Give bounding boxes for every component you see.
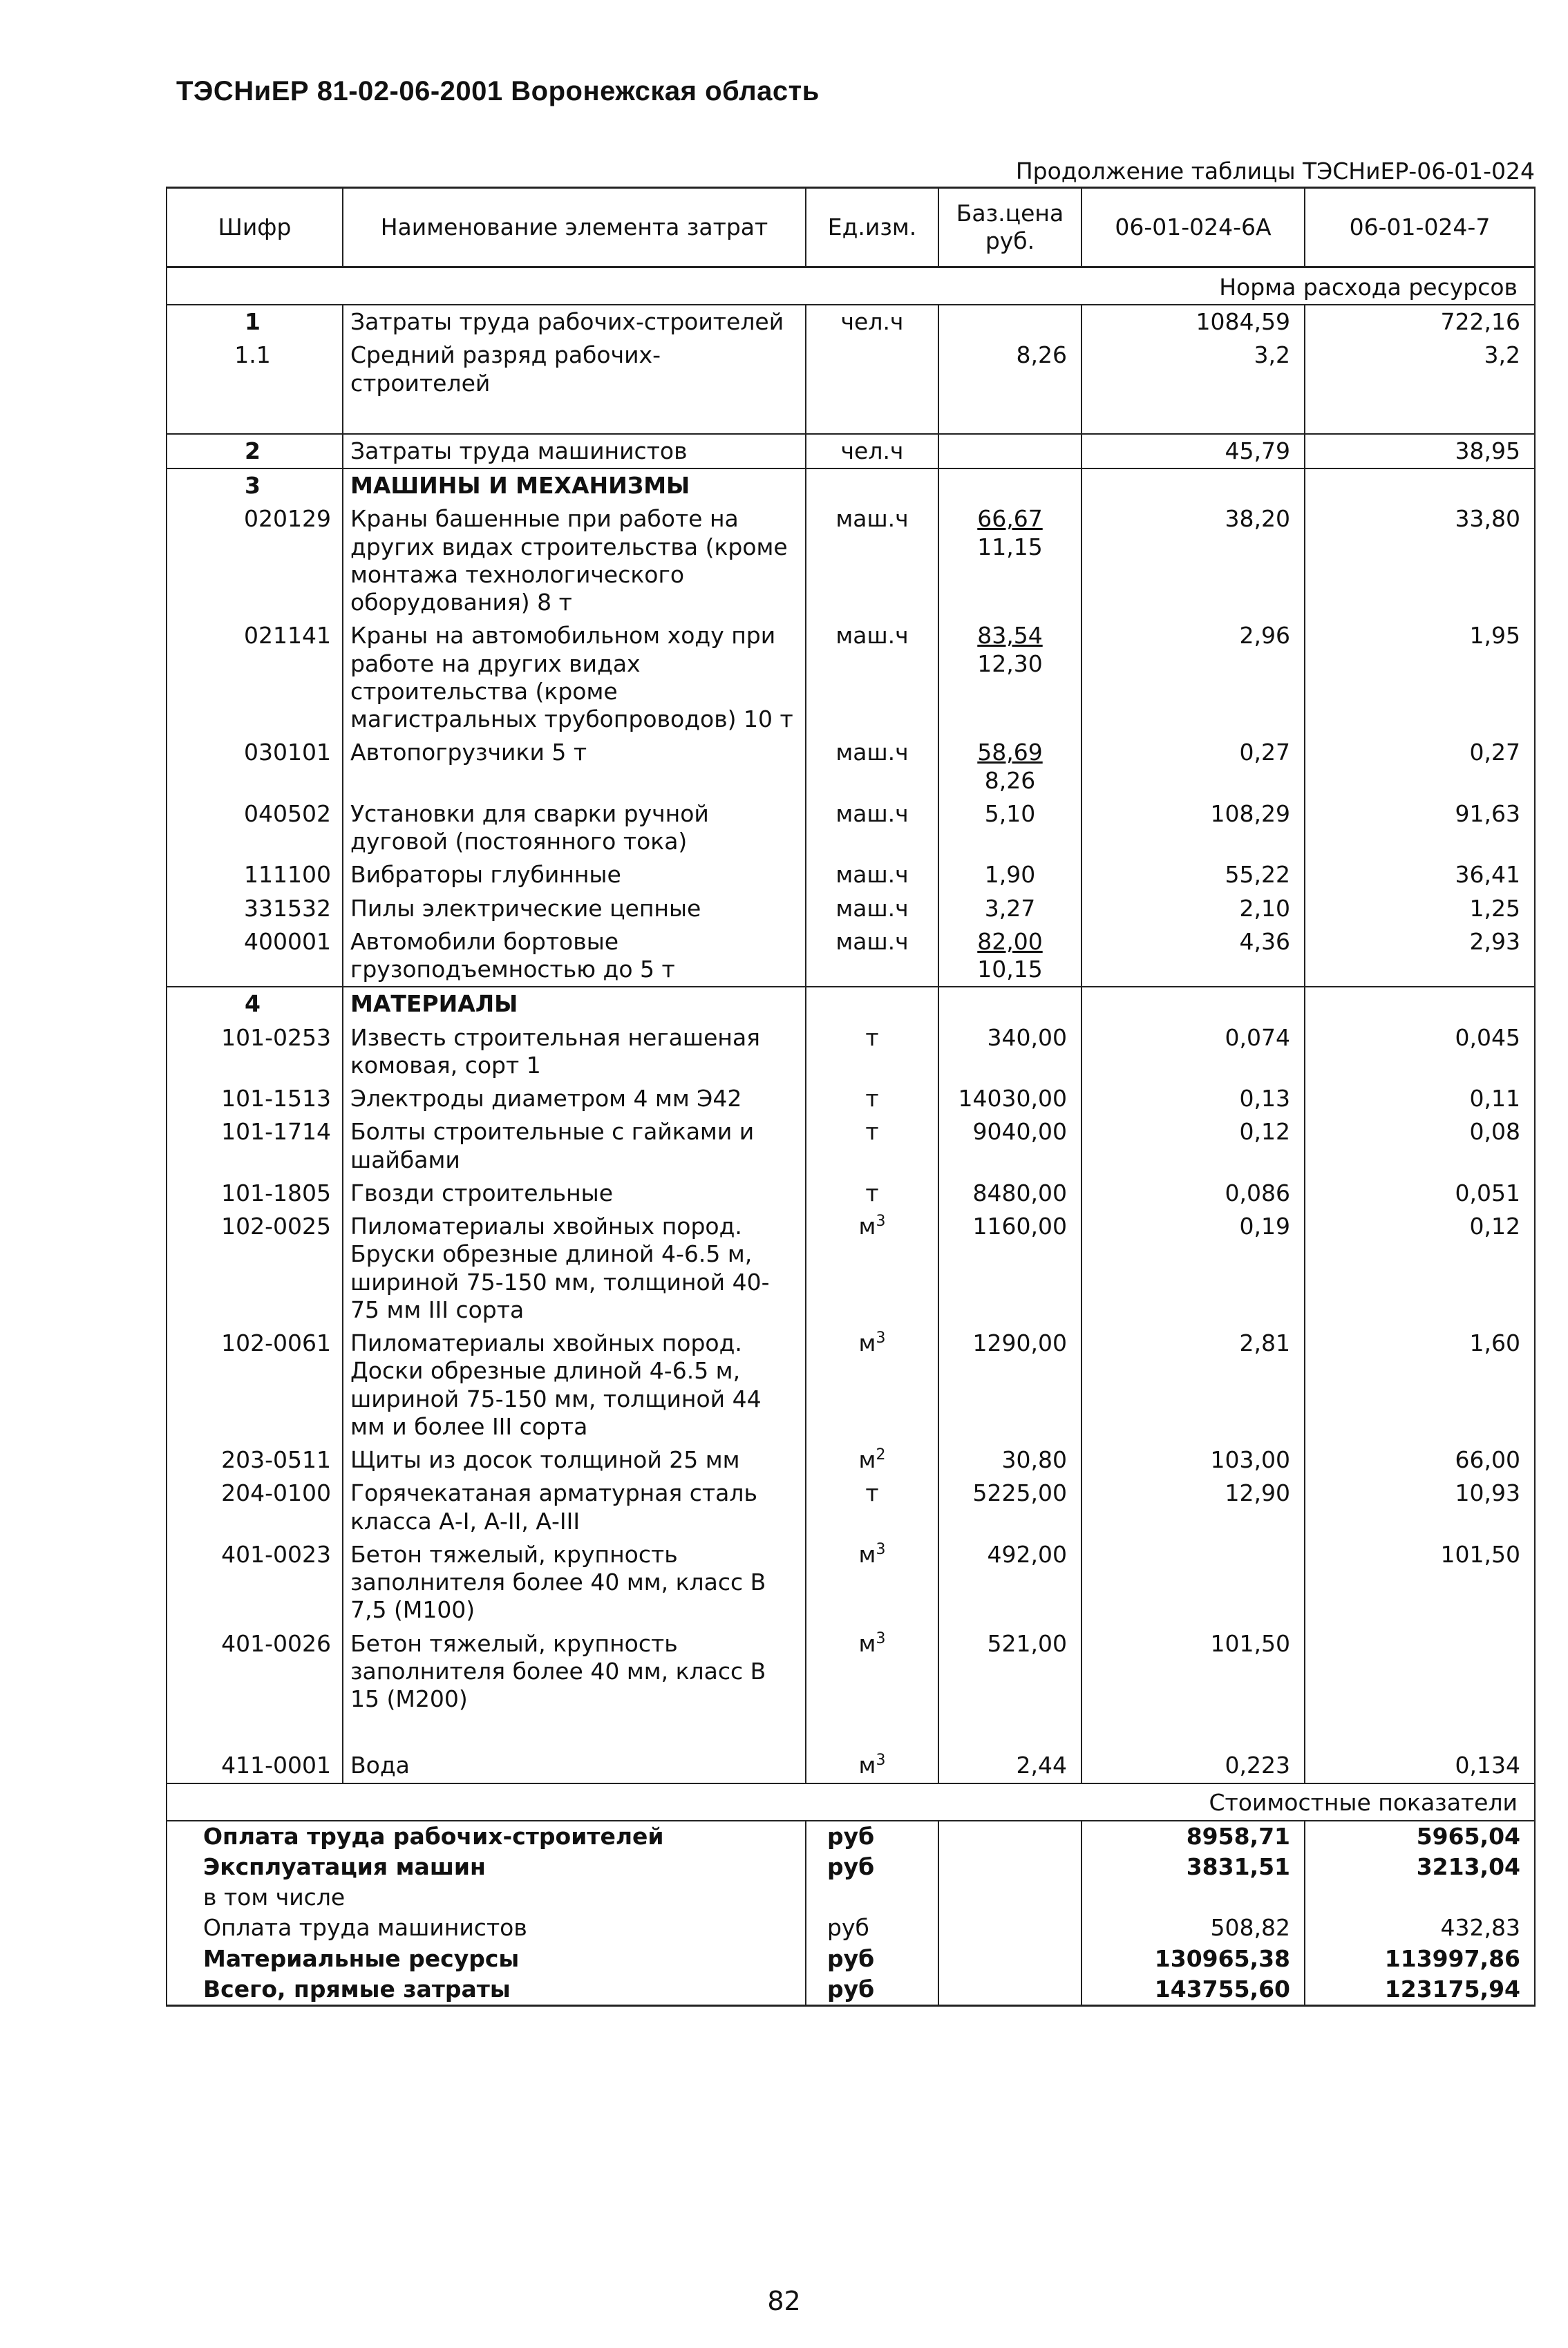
resource-code: 1	[167, 305, 343, 339]
material-row	[167, 1627, 1535, 1716]
resource-price: 8,26	[938, 339, 1081, 400]
resource-unit: маш.ч	[806, 502, 938, 619]
value-col-a: 2,96	[1081, 619, 1305, 736]
spacer-cell	[806, 1716, 938, 1749]
norm-section-row	[167, 267, 1535, 305]
cost-row	[167, 1821, 1535, 1852]
resource-unit	[806, 1177, 938, 1210]
cost-name: Материальные ресурсы	[167, 1944, 806, 1974]
labor-row	[167, 305, 1535, 339]
unit-exponent: 2	[876, 1446, 886, 1464]
value-col-b: 1,60	[1305, 1327, 1535, 1443]
material-row	[167, 1477, 1535, 1538]
unit-text: м	[858, 1540, 876, 1568]
resource-price	[938, 434, 1081, 468]
section-code: 4	[167, 987, 343, 1021]
value-col-b: 0,27	[1305, 736, 1535, 797]
resource-price: 1160,00	[938, 1210, 1081, 1327]
resource-unit	[806, 1115, 938, 1177]
material-row	[167, 1177, 1535, 1210]
cost-name: в том числе	[167, 1882, 806, 1913]
value-col-a: 0,223	[1081, 1749, 1305, 1783]
price-base: 83,54	[977, 622, 1043, 650]
value-col-a: 2,10	[1081, 892, 1305, 925]
resource-name: Известь строительная негашеная комовая, сорт 1	[343, 1021, 806, 1083]
resource-unit: маш.ч	[806, 619, 938, 736]
cost-row	[167, 1913, 1535, 1943]
resource-price	[938, 305, 1081, 339]
resource-unit: маш.ч	[806, 892, 938, 925]
spacer-cell	[1305, 400, 1535, 434]
value-col-a: 55,22	[1081, 858, 1305, 891]
resource-price	[938, 797, 1081, 859]
resource-code: 1.1	[167, 339, 343, 400]
value-col-a	[1081, 1538, 1305, 1627]
value-col-b: 0,134	[1305, 1749, 1535, 1783]
cost-row	[167, 1974, 1535, 2006]
resource-unit	[806, 339, 938, 400]
empty-cell	[938, 1913, 1081, 1943]
resource-code: 101-1714	[167, 1115, 343, 1177]
spacer-cell	[938, 400, 1081, 434]
table-continuation-caption: Продолжение таблицы ТЭСНиЕР-06-01-024	[1015, 158, 1535, 184]
resource-name: Затраты труда машинистов	[343, 434, 806, 468]
cost-row	[167, 1882, 1535, 1913]
value-col-a: 2,81	[1081, 1327, 1305, 1443]
resource-price: 30,80	[938, 1443, 1081, 1477]
resource-unit	[806, 1021, 938, 1083]
resource-unit: маш.ч	[806, 925, 938, 987]
cost-col-a: 143755,60	[1081, 1974, 1305, 2006]
value-col-a: 0,19	[1081, 1210, 1305, 1327]
resource-unit	[806, 1082, 938, 1115]
section-title: МАТЕРИАЛЫ	[343, 987, 806, 1021]
cost-col-b	[1305, 1882, 1535, 1913]
resource-code: 401-0023	[167, 1538, 343, 1627]
value-col-b: 66,00	[1305, 1443, 1535, 1477]
value-col-b: 3,2	[1305, 339, 1535, 400]
page-number: 82	[767, 2286, 801, 2316]
machine-row	[167, 736, 1535, 797]
cost-col-a: 3831,51	[1081, 1852, 1305, 1882]
value-col-b: 0,051	[1305, 1177, 1535, 1210]
resource-unit	[806, 1477, 938, 1538]
resource-name: Установки для сварки ручной дуговой (постоянного тока)	[343, 797, 806, 859]
empty-cell	[1305, 468, 1535, 502]
value-col-a: 101,50	[1081, 1627, 1305, 1716]
unit-exponent: 3	[876, 1213, 886, 1230]
empty-cell	[806, 987, 938, 1021]
cost-unit: руб	[806, 1821, 938, 1852]
value-col-b: 2,93	[1305, 925, 1535, 987]
machine-row	[167, 619, 1535, 736]
cost-name: Оплата труда рабочих-строителей	[167, 1821, 806, 1852]
value-col-a: 0,27	[1081, 736, 1305, 797]
empty-cell	[1305, 987, 1535, 1021]
price-operator-wage: 12,30	[977, 650, 1043, 677]
resource-name: Краны башенные при работе на других видах строительства (кроме монтажа технологического оборудования) 8 т	[343, 502, 806, 619]
material-row	[167, 1082, 1535, 1115]
resource-price: 340,00	[938, 1021, 1081, 1083]
material-row	[167, 1538, 1535, 1627]
resource-name: Электроды диаметром 4 мм Э42	[343, 1082, 806, 1115]
value-col-a: 0,13	[1081, 1082, 1305, 1115]
header-name: Наименование элемента затрат	[343, 188, 806, 267]
empty-cell	[938, 1852, 1081, 1882]
value-col-b	[1305, 1627, 1535, 1716]
header-col-a: 06-01-024-6А	[1081, 188, 1305, 267]
cost-col-a: 8958,71	[1081, 1821, 1305, 1852]
unit-text: м	[858, 1446, 876, 1473]
unit-exponent: 3	[876, 1540, 886, 1558]
resource-code: 102-0025	[167, 1210, 343, 1327]
unit-exponent: 3	[876, 1329, 886, 1347]
resource-unit	[806, 1627, 938, 1716]
price-base: 58,69	[977, 739, 1043, 766]
resource-name: Гвозди строительные	[343, 1177, 806, 1210]
resource-name: Щиты из досок толщиной 25 мм	[343, 1443, 806, 1477]
value-col-b: 36,41	[1305, 858, 1535, 891]
resource-norms-table	[166, 187, 1536, 2007]
unit-text: т	[865, 1085, 879, 1112]
resource-code: 021141	[167, 619, 343, 736]
spacer-row	[167, 400, 1535, 434]
cost-col-b: 123175,94	[1305, 1974, 1535, 2006]
spacer-cell	[343, 400, 806, 434]
cost-col-b: 5965,04	[1305, 1821, 1535, 1852]
empty-cell	[1081, 468, 1305, 502]
price-base: 1,90	[984, 861, 1036, 889]
spacer-row	[167, 1716, 1535, 1749]
resource-code: 101-0253	[167, 1021, 343, 1083]
price-operator-wage: 11,15	[977, 533, 1043, 560]
value-col-b: 0,11	[1305, 1082, 1535, 1115]
empty-cell	[806, 468, 938, 502]
resource-name: Пиломатериалы хвойных пород. Доски обрезные длиной 4-6.5 м, шириной 75-150 мм, толщиной 44 мм и более III сорта	[343, 1327, 806, 1443]
value-col-a: 1084,59	[1081, 305, 1305, 339]
empty-cell	[938, 1974, 1081, 2006]
unit-exponent: 3	[876, 1752, 886, 1770]
resource-price: 521,00	[938, 1627, 1081, 1716]
resource-unit	[806, 1538, 938, 1627]
unit-exponent: 3	[876, 1629, 886, 1647]
spacer-cell	[1081, 400, 1305, 434]
machine-row	[167, 858, 1535, 891]
unit-text: м	[858, 1752, 876, 1779]
unit-text: м	[858, 1213, 876, 1240]
machine-row	[167, 502, 1535, 619]
unit-text: т	[865, 1118, 879, 1146]
value-col-b: 33,80	[1305, 502, 1535, 619]
value-col-a: 108,29	[1081, 797, 1305, 859]
header-unit: Ед.изм.	[806, 188, 938, 267]
cost-col-a	[1081, 1882, 1305, 1913]
header-col-b: 06-01-024-7	[1305, 188, 1535, 267]
price-base: 82,00	[977, 927, 1043, 955]
machine-row	[167, 892, 1535, 925]
cost-col-a: 508,82	[1081, 1913, 1305, 1943]
cost-row	[167, 1852, 1535, 1882]
cost-name: Оплата труда машинистов	[167, 1913, 806, 1943]
cost-col-b: 432,83	[1305, 1913, 1535, 1943]
cost-unit: руб	[806, 1944, 938, 1974]
resource-unit	[806, 1210, 938, 1327]
resource-unit: маш.ч	[806, 858, 938, 891]
value-col-a: 4,36	[1081, 925, 1305, 987]
resource-price	[938, 502, 1081, 619]
price-operator-wage: 8,26	[984, 766, 1036, 794]
material-row	[167, 1749, 1535, 1783]
resource-unit: маш.ч	[806, 797, 938, 859]
machines-section-row	[167, 468, 1535, 502]
resource-unit: чел.ч	[806, 305, 938, 339]
cost-section-label: Стоимостные показатели	[167, 1783, 1535, 1821]
resource-name: Пиломатериалы хвойных пород. Бруски обрезные длиной 4-6.5 м, шириной 75-150 мм, толщиной 40-75 мм III сорта	[343, 1210, 806, 1327]
value-col-b: 722,16	[1305, 305, 1535, 339]
resource-price	[938, 925, 1081, 987]
spacer-cell	[938, 1716, 1081, 1749]
empty-cell	[938, 1944, 1081, 1974]
header-code: Шифр	[167, 188, 343, 267]
resource-name: Вода	[343, 1749, 806, 1783]
resource-price: 1290,00	[938, 1327, 1081, 1443]
spacer-cell	[167, 400, 343, 434]
price-operator-wage: 10,15	[977, 956, 1043, 983]
value-col-b: 1,25	[1305, 892, 1535, 925]
resource-price	[938, 619, 1081, 736]
resource-price	[938, 892, 1081, 925]
resource-price: 14030,00	[938, 1082, 1081, 1115]
empty-cell	[1081, 987, 1305, 1021]
resource-code: 331532	[167, 892, 343, 925]
cost-col-b: 3213,04	[1305, 1852, 1535, 1882]
material-row	[167, 1443, 1535, 1477]
resource-price	[938, 858, 1081, 891]
resource-name: Болты строительные с гайками и шайбами	[343, 1115, 806, 1177]
cost-col-a: 130965,38	[1081, 1944, 1305, 1974]
cost-section-row	[167, 1783, 1535, 1821]
resource-name: Автопогрузчики 5 т	[343, 736, 806, 797]
unit-text: т	[865, 1479, 879, 1507]
resource-price: 492,00	[938, 1538, 1081, 1627]
material-row	[167, 1327, 1535, 1443]
value-col-a: 0,074	[1081, 1021, 1305, 1083]
cost-col-b: 113997,86	[1305, 1944, 1535, 1974]
operators-row	[167, 434, 1535, 468]
resource-code: 401-0026	[167, 1627, 343, 1716]
spacer-cell	[1081, 1716, 1305, 1749]
value-col-a: 38,20	[1081, 502, 1305, 619]
cost-row	[167, 1944, 1535, 1974]
resource-code: 203-0511	[167, 1443, 343, 1477]
value-col-b: 10,93	[1305, 1477, 1535, 1538]
cost-name: Всего, прямые затраты	[167, 1974, 806, 2006]
unit-text: м	[858, 1329, 876, 1356]
labor-row	[167, 339, 1535, 400]
resource-price: 2,44	[938, 1749, 1081, 1783]
resource-name: Вибраторы глубинные	[343, 858, 806, 891]
value-col-b: 38,95	[1305, 434, 1535, 468]
cost-name: Эксплуатация машин	[167, 1852, 806, 1882]
material-row	[167, 1210, 1535, 1327]
resource-code: 111100	[167, 858, 343, 891]
resource-name: Горячекатаная арматурная сталь класса А-I, А-II, А-III	[343, 1477, 806, 1538]
price-base: 66,67	[977, 505, 1043, 533]
resource-code: 101-1513	[167, 1082, 343, 1115]
resource-name: Краны на автомобильном ходу при работе на других видах строительства (кроме магистральных трубопроводов) 10 т	[343, 619, 806, 736]
price-base: 5,10	[984, 799, 1036, 827]
cost-unit: руб	[806, 1974, 938, 2006]
resource-code: 101-1805	[167, 1177, 343, 1210]
resource-name: Затраты труда рабочих-строителей	[343, 305, 806, 339]
spacer-cell	[1305, 1716, 1535, 1749]
resource-code: 204-0100	[167, 1477, 343, 1538]
unit-text: т	[865, 1023, 879, 1051]
empty-cell	[938, 1821, 1081, 1852]
price-base: 3,27	[984, 894, 1036, 922]
unit-text: м	[858, 1629, 876, 1657]
material-row	[167, 1115, 1535, 1177]
value-col-a: 3,2	[1081, 339, 1305, 400]
material-row	[167, 1021, 1535, 1083]
resource-price: 9040,00	[938, 1115, 1081, 1177]
spacer-cell	[806, 400, 938, 434]
resource-price: 5225,00	[938, 1477, 1081, 1538]
cost-unit	[806, 1882, 938, 1913]
header-price: Баз.цена руб.	[938, 188, 1081, 267]
materials-section-row	[167, 987, 1535, 1021]
resource-price	[938, 736, 1081, 797]
resource-code: 400001	[167, 925, 343, 987]
resource-name: Средний разряд рабочих-строителей	[343, 339, 806, 400]
value-col-a: 0,12	[1081, 1115, 1305, 1177]
empty-cell	[938, 1882, 1081, 1913]
cost-unit: руб	[806, 1852, 938, 1882]
spacer-cell	[343, 1716, 806, 1749]
resource-unit	[806, 1327, 938, 1443]
machine-row	[167, 925, 1535, 987]
cost-unit: руб	[806, 1913, 938, 1943]
value-col-a: 103,00	[1081, 1443, 1305, 1477]
resource-unit: маш.ч	[806, 736, 938, 797]
resource-name: Автомобили бортовые грузоподъемностью до 5 т	[343, 925, 806, 987]
empty-cell	[938, 987, 1081, 1021]
section-title: МАШИНЫ И МЕХАНИЗМЫ	[343, 468, 806, 502]
resource-unit: чел.ч	[806, 434, 938, 468]
resource-unit	[806, 1749, 938, 1783]
resource-code: 030101	[167, 736, 343, 797]
value-col-b: 0,045	[1305, 1021, 1535, 1083]
resource-code: 020129	[167, 502, 343, 619]
value-col-b: 101,50	[1305, 1538, 1535, 1627]
value-col-b: 0,12	[1305, 1210, 1535, 1327]
machine-row	[167, 797, 1535, 859]
resource-name: Бетон тяжелый, крупность заполнителя более 40 мм, класс В 7,5 (М100)	[343, 1538, 806, 1627]
resource-unit	[806, 1443, 938, 1477]
resource-code: 040502	[167, 797, 343, 859]
document-title: ТЭСНиЕР 81-02-06-2001 Воронежская область	[176, 76, 820, 106]
empty-cell	[938, 468, 1081, 502]
resource-name: Пилы электрические цепные	[343, 892, 806, 925]
resource-code: 411-0001	[167, 1749, 343, 1783]
value-col-a: 12,90	[1081, 1477, 1305, 1538]
norm-section-label: Норма расхода ресурсов	[167, 267, 1535, 305]
resource-name: Бетон тяжелый, крупность заполнителя более 40 мм, класс В 15 (М200)	[343, 1627, 806, 1716]
resource-code: 102-0061	[167, 1327, 343, 1443]
spacer-cell	[167, 1716, 343, 1749]
table-header-row	[167, 188, 1535, 267]
value-col-b: 1,95	[1305, 619, 1535, 736]
value-col-a: 45,79	[1081, 434, 1305, 468]
section-code: 3	[167, 468, 343, 502]
value-col-b: 91,63	[1305, 797, 1535, 859]
unit-text: т	[865, 1179, 879, 1206]
value-col-a: 0,086	[1081, 1177, 1305, 1210]
resource-price: 8480,00	[938, 1177, 1081, 1210]
resource-code: 2	[167, 434, 343, 468]
value-col-b: 0,08	[1305, 1115, 1535, 1177]
